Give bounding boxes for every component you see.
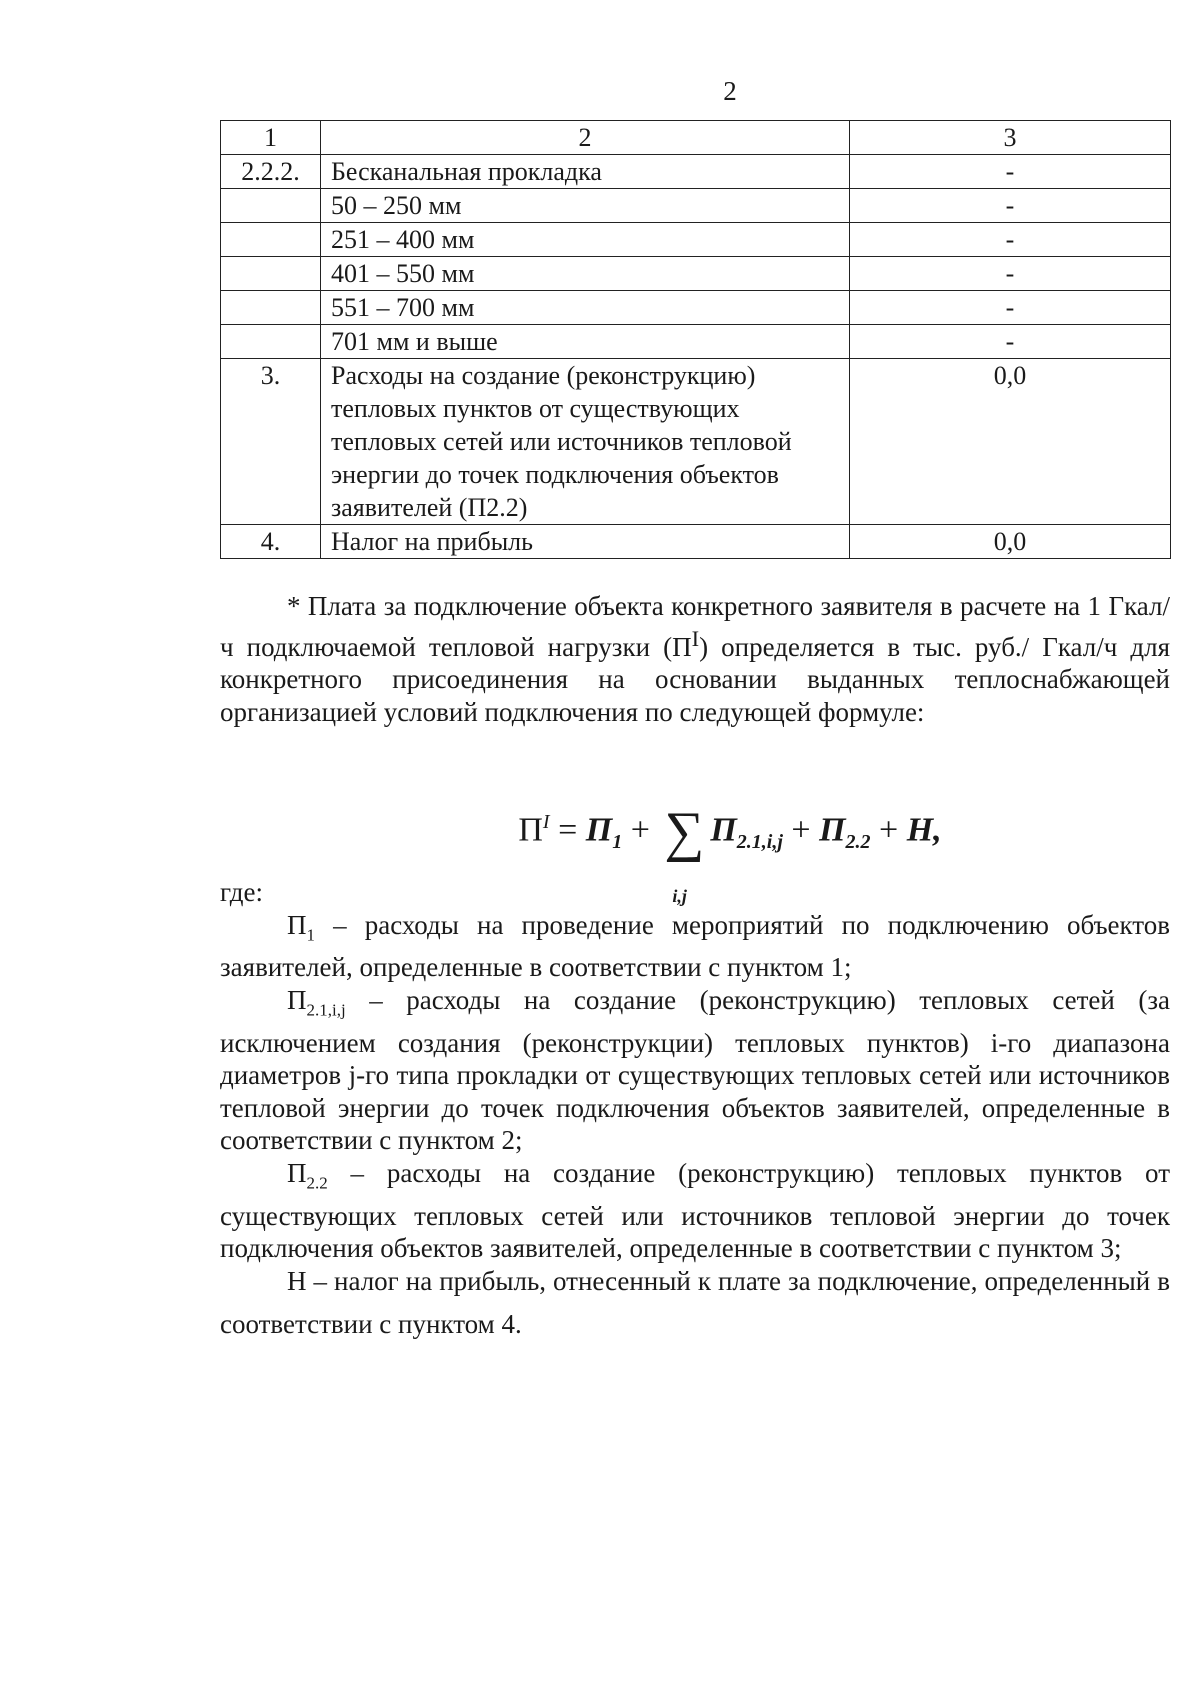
header-cell: 1 [221, 121, 321, 155]
row-name: Расходы на создание (реконструкцию) тепловых пунктов от существующих тепловых сетей или источников тепловой энергии до точек подключения объектов заявителей (П2.2) [321, 359, 850, 525]
row-value: - [850, 257, 1171, 291]
where-label: где: [220, 877, 263, 907]
table-row [221, 325, 1171, 359]
row-value: - [850, 325, 1171, 359]
sigma-symbol: ∑ i,j [664, 801, 705, 907]
row-value: - [850, 291, 1171, 325]
table-row [221, 359, 1171, 525]
table-row [221, 257, 1171, 291]
header-cell: 3 [850, 121, 1171, 155]
table-row [221, 155, 1171, 189]
definition-item: Н – налог на прибыль, отнесенный к плате за подключение, определенный в соответствии с пунктом 4. [220, 1265, 1170, 1339]
row-number [221, 291, 321, 325]
page-number: 2 [723, 76, 737, 106]
row-name: 551 – 700 мм [321, 291, 850, 325]
row-name: Бесканальная прокладка [321, 155, 850, 189]
row-number: 4. [221, 525, 321, 559]
row-name: 50 – 250 мм [321, 189, 850, 223]
table-row [221, 291, 1171, 325]
row-name: 401 – 550 мм [321, 257, 850, 291]
row-number [221, 223, 321, 257]
table-header-row [221, 121, 1171, 155]
row-value: - [850, 223, 1171, 257]
row-number [221, 189, 321, 223]
formula: $П^I = П_1$ + ∑ i,j $П_{2.1,i,j} + П_{2.2} + Н$, [518, 801, 942, 907]
row-value: - [850, 155, 1171, 189]
row-name: 251 – 400 мм [321, 223, 850, 257]
row-number [221, 325, 321, 359]
note-text-start: * Плата за подключение объекта конкретного заявителя в расчете на 1 Гкал/ч подключаемой тепловой нагрузки [220, 591, 1170, 662]
definition-item: $П_1$ – расходы на проведение мероприятий по подключению объектов заявителей, определенные в соответствии с пунктом 1; [220, 909, 1170, 983]
table-row [221, 189, 1171, 223]
note-symbol: $(П^I)$ [663, 625, 709, 662]
note-text-end: определяется в тыс. руб./ Гкал/ч для конкретного присоединения на основании выданных теплоснабжающей организацией условий подключения по следующей формуле: [220, 631, 1170, 727]
row-value: 0,0 [850, 525, 1171, 559]
note-paragraph [220, 590, 1170, 728]
table-row [221, 223, 1171, 257]
row-name: 701 мм и выше [321, 325, 850, 359]
row-value: 0,0 [850, 359, 1171, 525]
header-cell: 2 [321, 121, 850, 155]
row-value: - [850, 189, 1171, 223]
definitions-block [220, 876, 1170, 1340]
row-name: Налог на прибыль [321, 525, 850, 559]
row-number [221, 257, 321, 291]
definition-item: $П_{2.2}$ – расходы на создание (реконструкцию) тепловых пунктов от существующих тепловых сетей или источников тепловой энергии до точек подключения объектов заявителей, определенные в соответствии с пунктом 3; [220, 1157, 1170, 1264]
row-number: 3. [221, 359, 321, 525]
row-number: 2.2.2. [221, 155, 321, 189]
cost-table [220, 120, 1171, 559]
table-row [221, 525, 1171, 559]
definition-item: $П_{2.1,i,j}$ – расходы на создание (реконструкцию) тепловых сетей (за исключением создания (реконструкции) тепловых пунктов) i-го диапазона диаметров j-го типа прокладки от существующих тепловых сетей или источников тепловой энергии до точек подключения объектов заявителей, определенные в соответствии с пунктом 2; [220, 984, 1170, 1156]
